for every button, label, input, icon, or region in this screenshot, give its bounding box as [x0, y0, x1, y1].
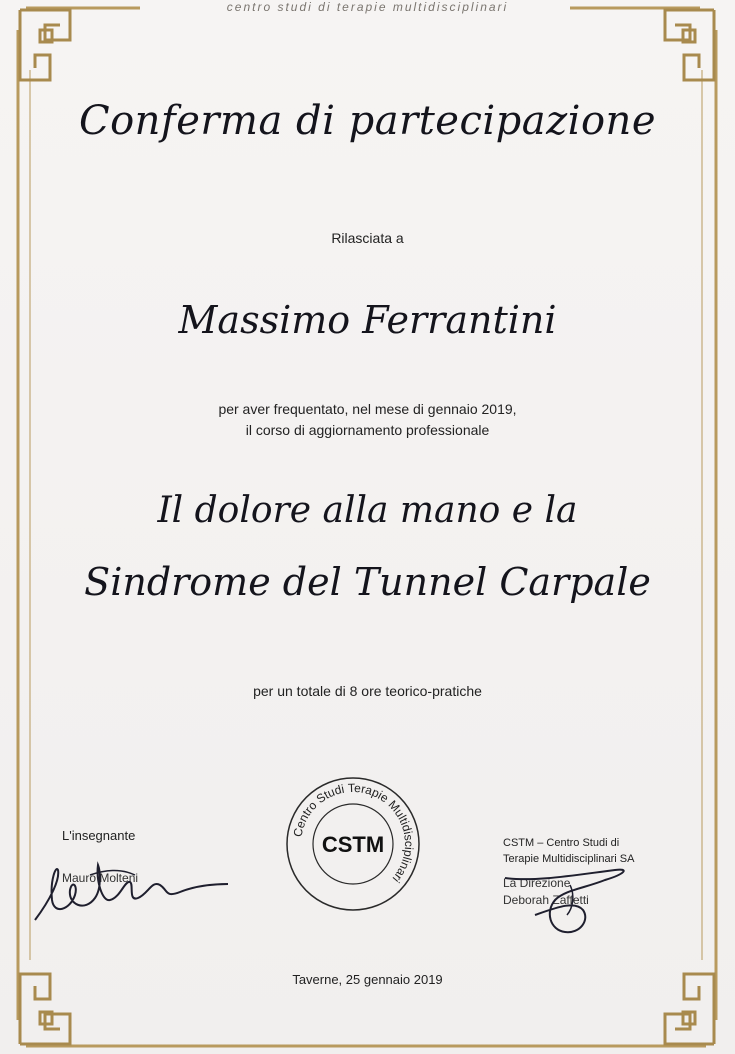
- direction-signature: [495, 860, 635, 940]
- direction-label: La Direzione: [503, 876, 571, 890]
- place-date: Taverne, 25 gennaio 2019: [292, 972, 443, 987]
- issued-to-label: Rilasciata a: [331, 230, 404, 246]
- institute-header: centro studi di terapie multidisciplinari: [226, 0, 509, 14]
- attendance-line-2: il corso di aggiornamento professionale: [245, 422, 490, 438]
- seal-center-text: CSTM: [321, 832, 385, 857]
- total-hours: per un totale di 8 ore teorico-pratiche: [253, 683, 482, 699]
- certificate-title: Conferma di partecipazione: [78, 98, 656, 144]
- organization-line-2: Terapie Multidisciplinari SA: [503, 853, 635, 865]
- seal-ring-text: Centro Studi Terapie Multidisciplinari: [290, 780, 417, 886]
- attendance-line-1: per aver frequentato, nel mese di gennaio 2019,: [218, 401, 517, 417]
- recipient-name: Massimo Ferrantini: [178, 298, 557, 342]
- direction-name: Deborah Zaffetti: [503, 893, 589, 907]
- cstm-seal: [283, 774, 423, 914]
- teacher-signature: [30, 840, 230, 930]
- course-title-line-1: Il dolore alla mano e la: [157, 490, 578, 531]
- course-title-line-2: Sindrome del Tunnel Carpale: [84, 560, 651, 604]
- teacher-label: L'insegnante: [62, 828, 136, 843]
- teacher-name: Mauro Molteni: [62, 871, 139, 885]
- organization-line-1: CSTM – Centro Studi di: [503, 837, 620, 849]
